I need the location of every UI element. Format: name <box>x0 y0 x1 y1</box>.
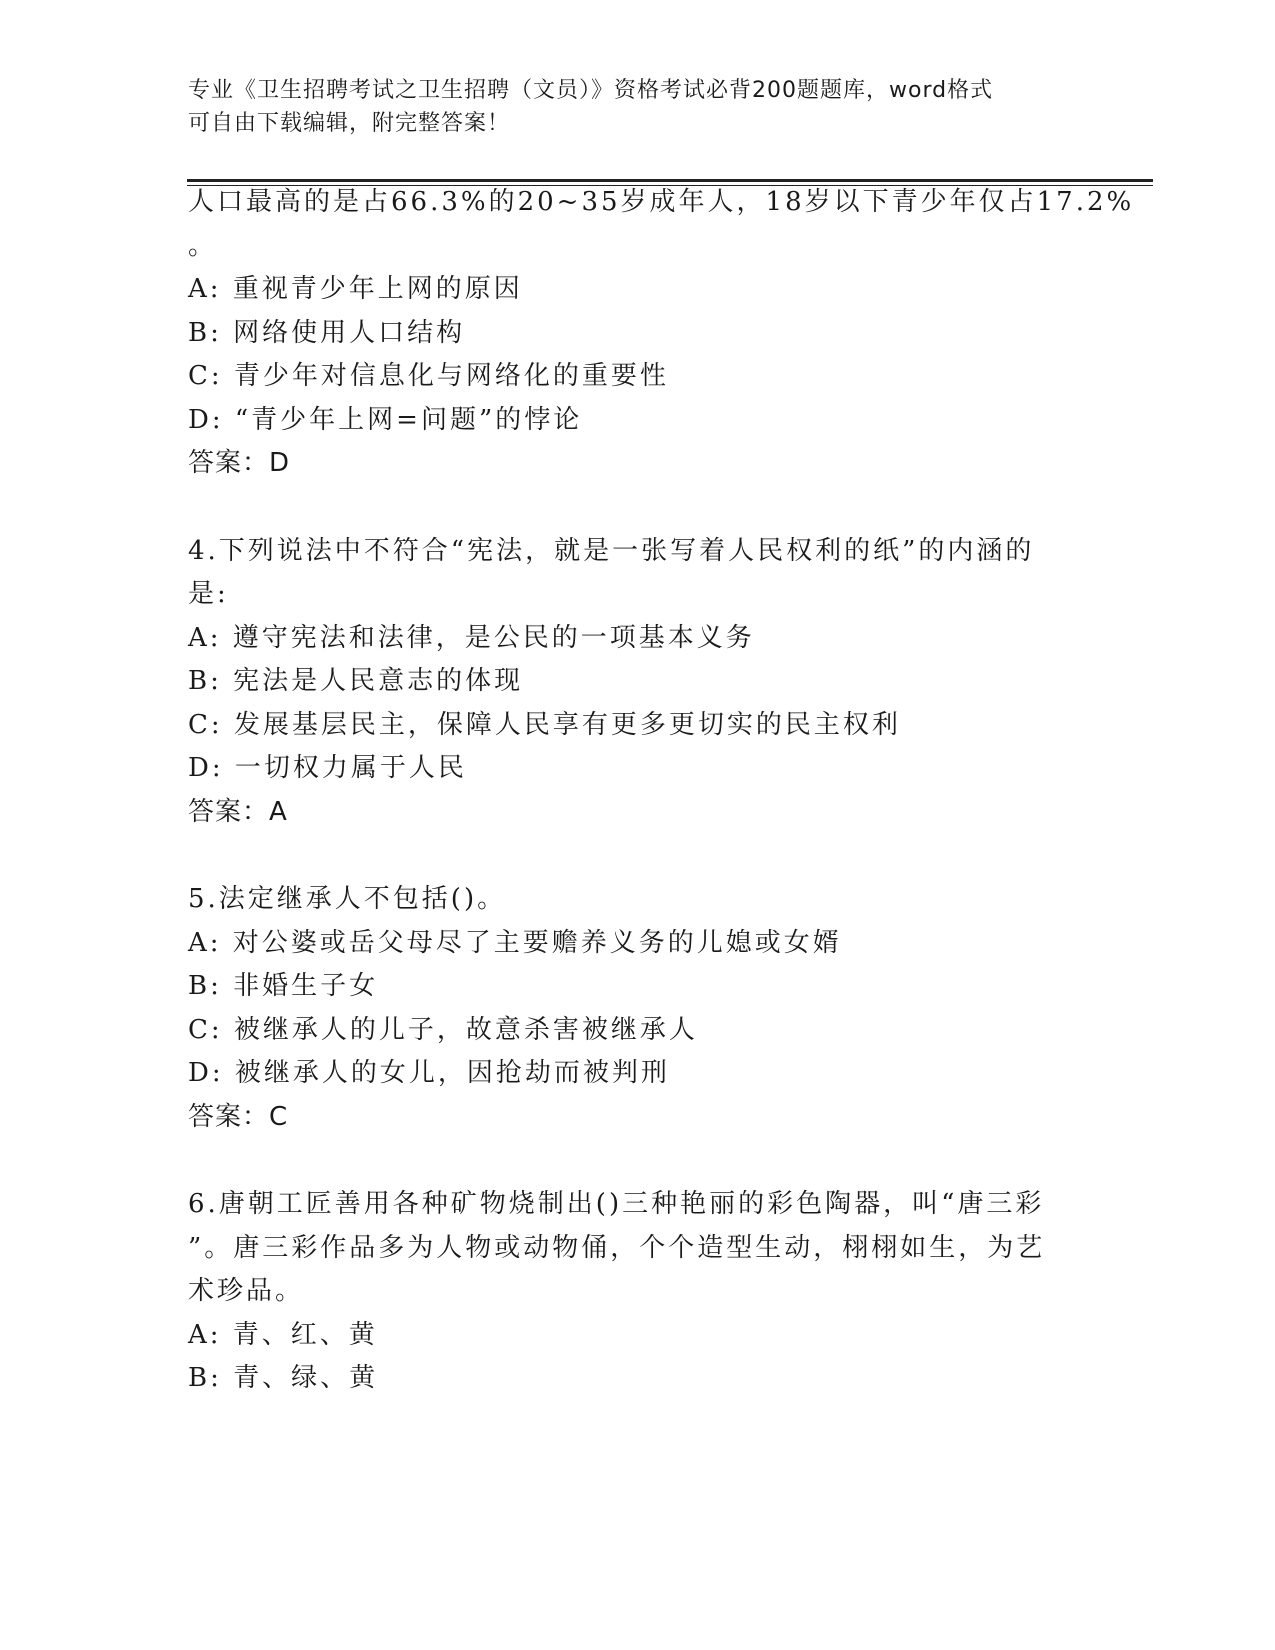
q3-option-b: B: 网络使用人口结构 <box>188 318 466 348</box>
intro-line-2: 。 <box>188 231 218 261</box>
q5-option-d: D: 被继承人的女儿，因抢劫而被判刑 <box>188 1058 670 1088</box>
q6-stem-line-2: ”。唐三彩作品多为人物或动物俑，个个造型生动，栩栩如生，为艺 <box>188 1233 1046 1263</box>
q5-stem-line-1: 5.法定继承人不包括()。 <box>188 884 507 914</box>
header-line-1: 专业《卫生招聘考试之卫生招聘（文员）》资格考试必背200题题库，word格式 <box>188 78 994 103</box>
q3-option-c: C: 青少年对信息化与网络化的重要性 <box>188 361 669 391</box>
q5-answer: 答案：C <box>188 1102 289 1132</box>
q5-option-c: C: 被继承人的儿子，故意杀害被继承人 <box>188 1015 698 1045</box>
q3-answer: 答案：D <box>188 448 291 478</box>
q4-stem-line-2: 是: <box>188 579 229 609</box>
q4-option-d: D: 一切权力属于人民 <box>188 753 467 783</box>
q5-option-a: A: 对公婆或岳父母尽了主要赡养义务的儿媳或女婿 <box>188 928 842 958</box>
q5-option-b: B: 非婚生子女 <box>188 971 379 1001</box>
header-divider-thick <box>187 179 1153 182</box>
q4-option-c: C: 发展基层民主，保障人民享有更多更切实的民主权利 <box>188 710 901 740</box>
q4-option-a: A: 遵守宪法和法律，是公民的一项基本义务 <box>188 623 755 653</box>
q4-stem-line-1: 4.下列说法中不符合“宪法，就是一张写着人民权利的纸”的内涵的 <box>188 536 1035 566</box>
intro-line-1: 人口最高的是占66.3%的20~35岁成年人，18岁以下青少年仅占17.2% <box>188 187 1135 217</box>
q6-option-a: A: 青、红、黄 <box>188 1320 378 1350</box>
q6-stem-line-3: 术珍品。 <box>188 1276 305 1306</box>
document-header <box>188 74 1088 140</box>
q4-answer: 答案：A <box>188 797 288 827</box>
q3-option-a: A: 重视青少年上网的原因 <box>188 274 523 304</box>
q3-option-d: D: “青少年上网=问题”的悖论 <box>188 405 583 435</box>
header-line-2: 可自由下载编辑，附完整答案！ <box>188 111 511 136</box>
q6-stem-line-1: 6.唐朝工匠善用各种矿物烧制出()三种艳丽的彩色陶器，叫“唐三彩 <box>188 1189 1045 1219</box>
q4-option-b: B: 宪法是人民意志的体现 <box>188 666 524 696</box>
q6-option-b: B: 青、绿、黄 <box>188 1363 379 1393</box>
